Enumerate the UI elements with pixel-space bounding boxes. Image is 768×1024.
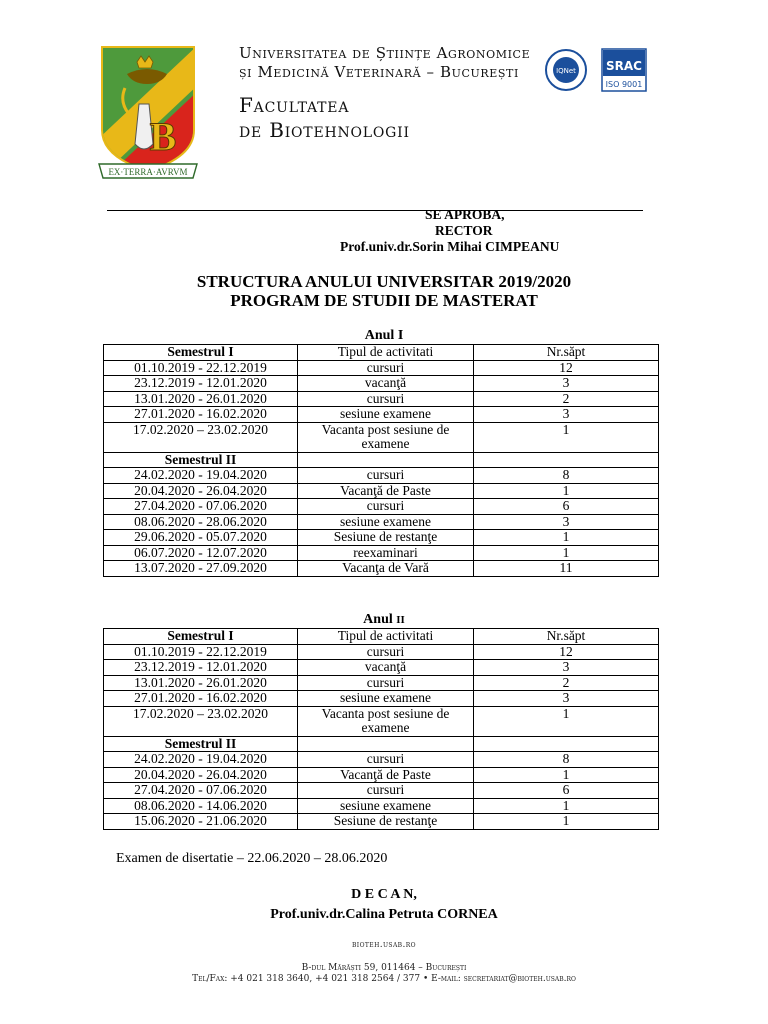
semester-2-header-row xyxy=(104,452,659,468)
weeks-cell: 6 xyxy=(474,499,659,515)
period-cell: 06.07.2020 - 12.07.2020 xyxy=(104,545,298,561)
weeks-cell: 1 xyxy=(474,767,659,783)
faculty-name-line1: Facultatea xyxy=(239,93,350,117)
period-cell: 08.06.2020 - 28.06.2020 xyxy=(104,514,298,530)
column-header: Nr.săpt xyxy=(474,629,659,645)
period-cell: 01.10.2019 - 22.12.2019 xyxy=(104,360,298,376)
approval-block xyxy=(340,207,559,255)
university-name-line2: și Medicină Veterinară – București xyxy=(239,63,519,81)
semester-2-label: Semestrul II xyxy=(104,452,298,468)
dean-title: D E C A N, xyxy=(351,887,417,902)
weeks-cell: 2 xyxy=(474,675,659,691)
table-row xyxy=(104,660,659,676)
column-header: Semestrul I xyxy=(104,345,298,361)
activity-cell: reexaminari xyxy=(298,545,474,561)
document-title xyxy=(0,272,768,310)
approval-rector-name: Prof.univ.dr.Sorin Mihai CIMPEANU xyxy=(340,239,560,254)
year-2-heading xyxy=(0,612,768,628)
weeks-cell: 1 xyxy=(474,814,659,830)
activity-cell: cursuri xyxy=(298,391,474,407)
table-row xyxy=(104,675,659,691)
activity-cell: Vacanţa de Vară xyxy=(298,561,474,577)
activity-cell: cursuri xyxy=(298,499,474,515)
dissertation-exam-note: Examen de disertatie – 22.06.2020 – 28.06.2020 xyxy=(116,851,388,866)
dean-name: Prof.univ.dr.Calina Petruta CORNEA xyxy=(270,907,498,922)
crest-motto: EX·TERRA·AVRVM xyxy=(108,167,188,177)
semester-2-header-row xyxy=(104,736,659,752)
activity-cell: cursuri xyxy=(298,752,474,768)
period-cell: 13.07.2020 - 27.09.2020 xyxy=(104,561,298,577)
table-row xyxy=(104,644,659,660)
weeks-cell: 1 xyxy=(474,706,659,736)
faculty-crest-logo xyxy=(97,44,199,180)
activity-cell: cursuri xyxy=(298,360,474,376)
activity-cell: cursuri xyxy=(298,783,474,799)
iqnet-badge-icon xyxy=(546,50,586,90)
period-cell: 13.01.2020 - 26.01.2020 xyxy=(104,675,298,691)
footer-contact: Tel/Fax: +4 021 318 3640, +4 021 318 2564 / 377 • E-mail: secretariat@bioteh.usab.ro xyxy=(192,974,576,984)
table-row xyxy=(104,483,659,499)
period-cell: 27.01.2020 - 16.02.2020 xyxy=(104,407,298,423)
period-cell: 17.02.2020 – 23.02.2020 xyxy=(104,422,298,452)
document-title-line1: STRUCTURA ANULUI UNIVERSITAR 2019/2020 xyxy=(196,272,572,291)
table-header-row xyxy=(104,345,659,361)
table-row xyxy=(104,814,659,830)
activity-cell: cursuri xyxy=(298,675,474,691)
iqnet-label: IQNet xyxy=(556,67,576,75)
weeks-cell: 12 xyxy=(474,644,659,660)
period-cell: 27.04.2020 - 07.06.2020 xyxy=(104,499,298,515)
weeks-cell: 3 xyxy=(474,660,659,676)
column-header: Semestrul I xyxy=(104,629,298,645)
faculty-name xyxy=(239,93,410,143)
table-row xyxy=(104,407,659,423)
period-cell: 20.04.2020 - 26.04.2020 xyxy=(104,483,298,499)
table-row xyxy=(104,767,659,783)
weeks-cell: 11 xyxy=(474,561,659,577)
page-footer xyxy=(0,940,768,985)
srac-iso-badge-icon xyxy=(602,49,646,91)
weeks-cell: 3 xyxy=(474,691,659,707)
activity-cell: Vacanţă de Paste xyxy=(298,483,474,499)
empty-cell xyxy=(474,452,659,468)
year-1-schedule-table xyxy=(103,344,659,577)
footer-address: B-dul Mărăști 59, 011464 – București xyxy=(301,963,467,973)
activity-cell: Vacanta post sesiune de examene xyxy=(298,706,474,736)
activity-cell: sesiune examene xyxy=(298,514,474,530)
table-row xyxy=(104,499,659,515)
activity-cell: Sesiune de restanţe xyxy=(298,814,474,830)
activity-cell: sesiune examene xyxy=(298,407,474,423)
period-cell: 17.02.2020 – 23.02.2020 xyxy=(104,706,298,736)
empty-cell xyxy=(474,736,659,752)
weeks-cell: 6 xyxy=(474,783,659,799)
semester-2-label: Semestrul II xyxy=(104,736,298,752)
period-cell: 13.01.2020 - 26.01.2020 xyxy=(104,391,298,407)
table-row xyxy=(104,360,659,376)
empty-cell xyxy=(298,736,474,752)
activity-cell: vacanţă xyxy=(298,660,474,676)
weeks-cell: 8 xyxy=(474,468,659,484)
period-cell: 20.04.2020 - 26.04.2020 xyxy=(104,767,298,783)
activity-cell: Vacanta post sesiune de examene xyxy=(298,422,474,452)
weeks-cell: 12 xyxy=(474,360,659,376)
year-1-prefix: Anul xyxy=(364,328,398,343)
table-row xyxy=(104,561,659,577)
dean-signature-block xyxy=(0,885,768,925)
year-2-schedule-table xyxy=(103,628,659,830)
weeks-cell: 3 xyxy=(474,376,659,392)
activity-cell: sesiune examene xyxy=(298,691,474,707)
year-2-prefix: Anul xyxy=(363,612,397,627)
table-row xyxy=(104,545,659,561)
weeks-cell: 1 xyxy=(474,483,659,499)
period-cell: 08.06.2020 - 14.06.2020 xyxy=(104,798,298,814)
table-row xyxy=(104,783,659,799)
table-header-row xyxy=(104,629,659,645)
approval-rector: RECTOR xyxy=(435,223,493,238)
year-2-numeral: II xyxy=(396,614,405,626)
certification-badges xyxy=(544,48,648,92)
table-row xyxy=(104,376,659,392)
empty-cell xyxy=(298,452,474,468)
table-row xyxy=(104,752,659,768)
period-cell: 27.01.2020 - 16.02.2020 xyxy=(104,691,298,707)
period-cell: 01.10.2019 - 22.12.2019 xyxy=(104,644,298,660)
activity-cell: cursuri xyxy=(298,644,474,660)
column-header: Tipul de activitati xyxy=(298,345,474,361)
weeks-cell: 3 xyxy=(474,514,659,530)
activity-cell: sesiune examene xyxy=(298,798,474,814)
crest-letter: B xyxy=(149,114,177,159)
activity-cell: vacanţă xyxy=(298,376,474,392)
weeks-cell: 1 xyxy=(474,798,659,814)
period-cell: 29.06.2020 - 05.07.2020 xyxy=(104,530,298,546)
column-header: Nr.săpt xyxy=(474,345,659,361)
approval-line: SE APROBA, xyxy=(425,207,505,222)
weeks-cell: 1 xyxy=(474,530,659,546)
weeks-cell: 8 xyxy=(474,752,659,768)
table-row xyxy=(104,468,659,484)
university-name-line1: Universitatea de Științe Agronomice xyxy=(239,44,531,62)
table-row xyxy=(104,422,659,452)
activity-cell: cursuri xyxy=(298,468,474,484)
period-cell: 27.04.2020 - 07.06.2020 xyxy=(104,783,298,799)
column-header: Tipul de activitati xyxy=(298,629,474,645)
iso-label: ISO 9001 xyxy=(605,80,643,89)
table-row xyxy=(104,514,659,530)
activity-cell: Vacanţă de Paste xyxy=(298,767,474,783)
footer-website: bioteh.usab.ro xyxy=(352,940,416,950)
period-cell: 15.06.2020 - 21.06.2020 xyxy=(104,814,298,830)
weeks-cell: 2 xyxy=(474,391,659,407)
table-row xyxy=(104,530,659,546)
year-1-heading xyxy=(0,328,768,344)
activity-cell: Sesiune de restanţe xyxy=(298,530,474,546)
table-row xyxy=(104,691,659,707)
weeks-cell: 1 xyxy=(474,422,659,452)
period-cell: 23.12.2019 - 12.01.2020 xyxy=(104,660,298,676)
weeks-cell: 3 xyxy=(474,407,659,423)
year-1-numeral: I xyxy=(397,328,404,343)
srac-label: SRAC xyxy=(606,59,642,73)
table-row xyxy=(104,706,659,736)
table-row xyxy=(104,798,659,814)
period-cell: 23.12.2019 - 12.01.2020 xyxy=(104,376,298,392)
faculty-name-line2: de Biotehnologii xyxy=(239,118,410,142)
period-cell: 24.02.2020 - 19.04.2020 xyxy=(104,468,298,484)
table-row xyxy=(104,391,659,407)
document-title-line2: PROGRAM DE STUDII DE MASTERAT xyxy=(230,291,538,310)
university-name xyxy=(239,44,530,82)
weeks-cell: 1 xyxy=(474,545,659,561)
period-cell: 24.02.2020 - 19.04.2020 xyxy=(104,752,298,768)
